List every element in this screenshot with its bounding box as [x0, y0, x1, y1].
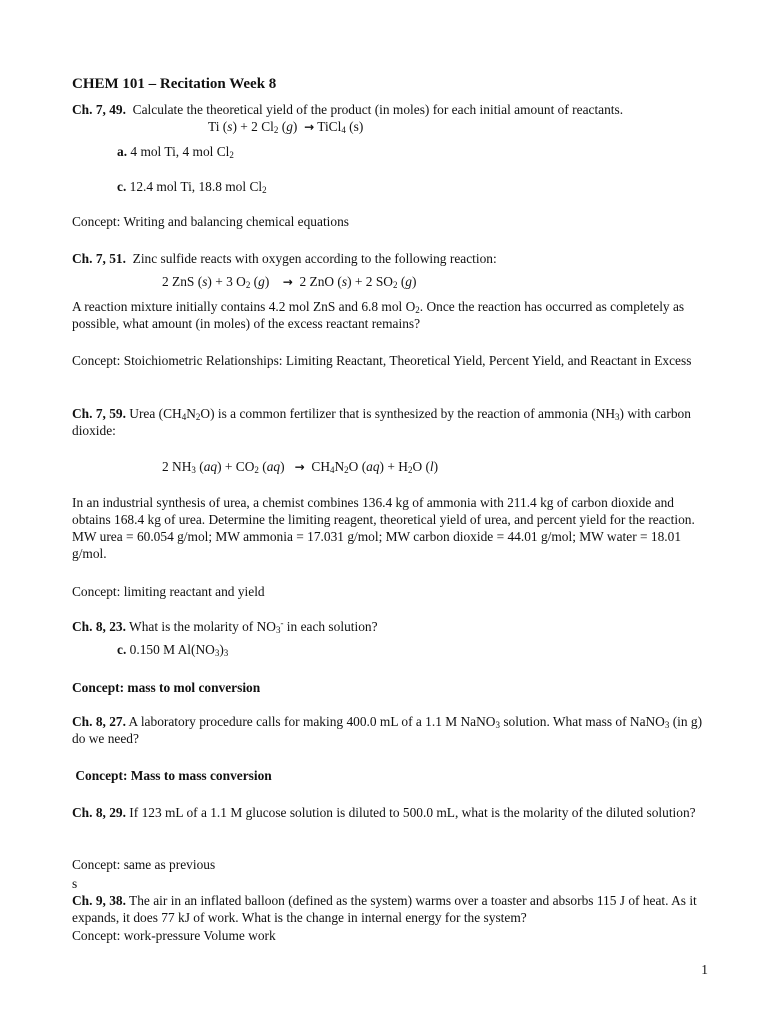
- problem-ref: Ch. 7, 49.: [72, 102, 126, 117]
- problem-body: In an industrial synthesis of urea, a chemist combines 136.4 kg of ammonia with 211.4 kg of carbon dioxide and obtains 168.4 kg of urea. Determine the limiting reagent, theoretical yield of urea, and percent yield for the reaction. MW urea = 60.054 g/mol; MW ammonia = 17.031 g/mol; MW carbon dioxide = 44.01 g/mol; MW water = 18.01 g/mol.: [72, 495, 695, 561]
- concept-line: Concept: Stoichiometric Relationships: Limiting Reactant, Theoretical Yield, Percent Yield, and Reactant in Excess: [72, 353, 692, 368]
- part-c: c. 12.4 mol Ti, 18.8 mol $Cl_2$: [117, 179, 267, 195]
- equation-urea: 2 $NH_3$ $(aq) + CO_2$ (aq) → $CH_4N_2O$ $(aq) + H_2O$ (l): [162, 459, 439, 475]
- concept-line: Concept: limiting reactant and yield: [72, 584, 265, 599]
- stray-character: s: [72, 876, 78, 891]
- arrow-icon: →: [282, 275, 293, 289]
- question-text: Calculate the theoretical yield of the product (in moles) for each initial amount of reactants.: [132, 102, 624, 117]
- problem-8-29-question: Ch. 8, 29. If 123 mL of a 1.1 M glucose solution is diluted to 500.0 mL, what is the molarity of the diluted solution?: [72, 805, 696, 820]
- part-c: c. 0.150 M $Al(NO_3)_3$: [117, 642, 229, 658]
- problem-7-59-question: Ch. 7, 59. Urea $(CH_4N_2O)$ is a common fertilizer that is synthesized by the reaction of ammonia $(NH_3)$ with carbon dioxide:: [72, 406, 691, 438]
- equation-ti-cl2: Ti (s) + 2 $Cl_2$ (g) → TiCl$_4$ (s): [208, 119, 364, 135]
- concept-line: Concept: work-pressure Volume work: [72, 928, 276, 943]
- concept-line: Concept: same as previous: [72, 857, 216, 872]
- concept-line: Concept: Writing and balancing chemical equations: [72, 214, 349, 229]
- problem-9-38-question: Ch. 9, 38. The air in an inflated balloon (defined as the system) warms over a toaster and absorbs 115 J of heat. As it expands, it does 77 kJ of work. What is the change in internal energy for the system?: [72, 893, 697, 925]
- problem-8-23-question: Ch. 8, 23. What is the molarity of $NO_3^-$ in each solution?: [72, 618, 378, 635]
- concept-line: Concept: Mass to mass conversion: [72, 768, 272, 783]
- problem-8-27-question: Ch. 8, 27. A laboratory procedure calls for making 400.0 mL of a 1.1 M NaNO$_3$ solution. What mass of NaNO$_3$ (in g) do we need?: [72, 714, 703, 746]
- arrow-icon: →: [294, 460, 305, 474]
- equation-zns-o2: 2 ZnS (s) + 3 $O_2$ (g) → 2 ZnO (s) + 2 $SO_2$ (g): [162, 274, 417, 290]
- problem-body: A reaction mixture initially contains 4.2 mol ZnS and 6.8 mol $O_2$. Once the reaction has occurred as completely as possible, what amount (in moles) of the excess reactant remains?: [72, 299, 685, 331]
- part-a: a. 4 mol Ti, 4 mol $Cl_2$: [117, 144, 234, 160]
- arrow-icon: →: [304, 120, 315, 134]
- problem-7-51-question: Ch. 7, 51. Zinc sulfide reacts with oxygen according to the following reaction:: [72, 251, 497, 266]
- concept-line: Concept: mass to mol conversion: [72, 680, 261, 695]
- problem-7-49-question: [72, 101, 714, 118]
- page-title: CHEM 101 – Recitation Week 8: [72, 76, 277, 92]
- page-number: 1: [701, 962, 708, 977]
